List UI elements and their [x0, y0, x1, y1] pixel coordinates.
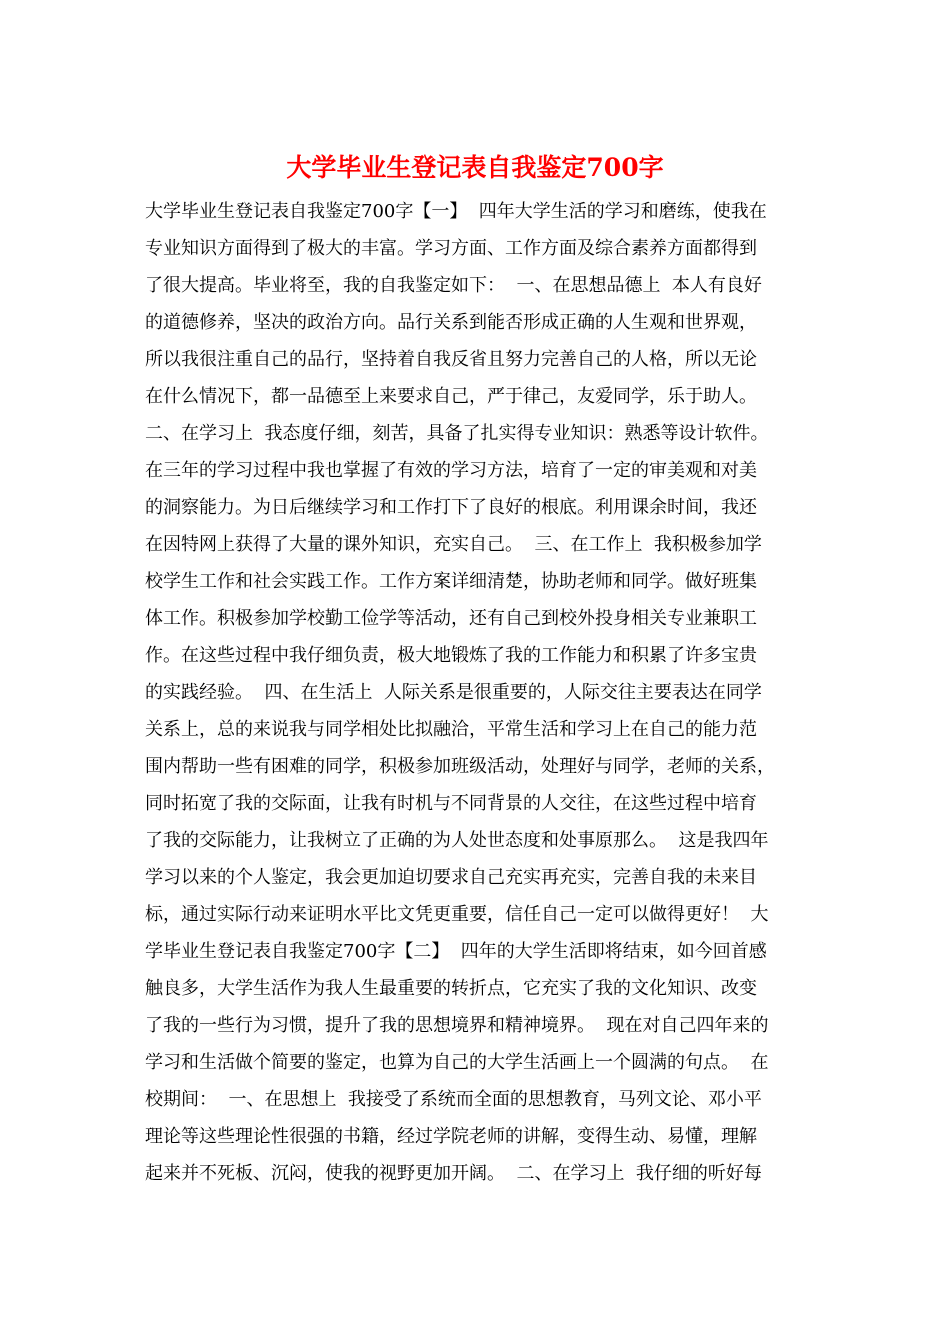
- body-text-line: 在什么情况下，都一品德至上来要求自己，严于律己，友爱同学，乐于助人。: [145, 386, 757, 407]
- body-text-line: 学毕业生登记表自我鉴定700字【二】 四年的大学生活即将结束，如今回首感: [145, 941, 767, 962]
- body-text-line: 在因特网上获得了大量的课外知识，充实自己。 三、在工作上 我积极参加学: [145, 534, 762, 555]
- document-title: 大学毕业生登记表自我鉴定700字: [286, 153, 664, 182]
- body-text-line: 专业知识方面得到了极大的丰富。学习方面、工作方面及综合素养方面都得到: [145, 238, 757, 259]
- body-text-line: 的洞察能力。为日后继续学习和工作打下了良好的根底。利用课余时间，我还: [145, 497, 757, 518]
- body-text-line: 所以我很注重自己的品行，坚持着自我反省且努力完善自己的人格，所以无论: [145, 349, 757, 370]
- body-text-line: 体工作。积极参加学校勤工俭学等活动，还有自己到校外投身相关专业兼职工: [145, 608, 757, 629]
- body-text-line: 校学生工作和社会实践工作。工作方案详细清楚，协助老师和同学。做好班集: [145, 571, 757, 592]
- body-text-line: 了我的交际能力，让我树立了正确的为人处世态度和处事原那么。 这是我四年: [145, 830, 769, 851]
- body-text-line: 触良多，大学生活作为我人生最重要的转折点，它充实了我的文化知识、改变: [145, 978, 757, 999]
- body-text-line: 大学毕业生登记表自我鉴定700字【一】 四年大学生活的学习和磨练，使我在: [145, 201, 767, 222]
- body-text-line: 了很大提高。毕业将至，我的自我鉴定如下： 一、在思想品德上 本人有良好: [145, 275, 762, 296]
- body-text-line: 了我的一些行为习惯，提升了我的思想境界和精神境界。 现在对自己四年来的: [145, 1015, 769, 1036]
- body-text-line: 二、在学习上 我态度仔细，刻苦，具备了扎实得专业知识：熟悉等设计软件。: [145, 423, 769, 444]
- body-text-line: 同时拓宽了我的交际面，让我有时机与不同背景的人交往，在这些过程中培育: [145, 793, 757, 814]
- body-text-line: 作。在这些过程中我仔细负责，极大地锻炼了我的工作能力和积累了许多宝贵: [145, 645, 757, 666]
- body-text-line: 理论等这些理论性很强的书籍，经过学院老师的讲解，变得生动、易懂，理解: [145, 1126, 757, 1147]
- body-text-line: 围内帮助一些有困难的同学，积极参加班级活动，处理好与同学，老师的关系，: [145, 756, 775, 777]
- body-text-line: 起来并不死板、沉闷，使我的视野更加开阔。 二、在学习上 我仔细的听好每: [145, 1163, 762, 1184]
- body-text-line: 学习和生活做个简要的鉴定，也算为自己的大学生活画上一个圆满的句点。 在: [145, 1052, 769, 1073]
- body-text-line: 标，通过实际行动来证明水平比文凭更重要，信任自己一定可以做得更好！ 大: [145, 904, 769, 925]
- body-text-line: 在三年的学习过程中我也掌握了有效的学习方法，培育了一定的审美观和对美: [145, 460, 757, 481]
- document-body: [145, 193, 810, 1192]
- body-text-line: 校期间： 一、在思想上 我接受了系统而全面的思想教育，马列文论、邓小平: [145, 1089, 762, 1110]
- body-text-line: 关系上，总的来说我与同学相处比拟融洽，平常生活和学习上在自己的能力范: [145, 719, 757, 740]
- body-text-line: 的实践经验。 四、在生活上 人际关系是很重要的，人际交往主要表达在同学: [145, 682, 762, 703]
- body-text-line: 的道德修养，坚决的政治方向。品行关系到能否形成正确的人生观和世界观，: [145, 312, 757, 333]
- body-text-line: 学习以来的个人鉴定，我会更加迫切要求自己充实再充实，完善自我的未来目: [145, 867, 757, 888]
